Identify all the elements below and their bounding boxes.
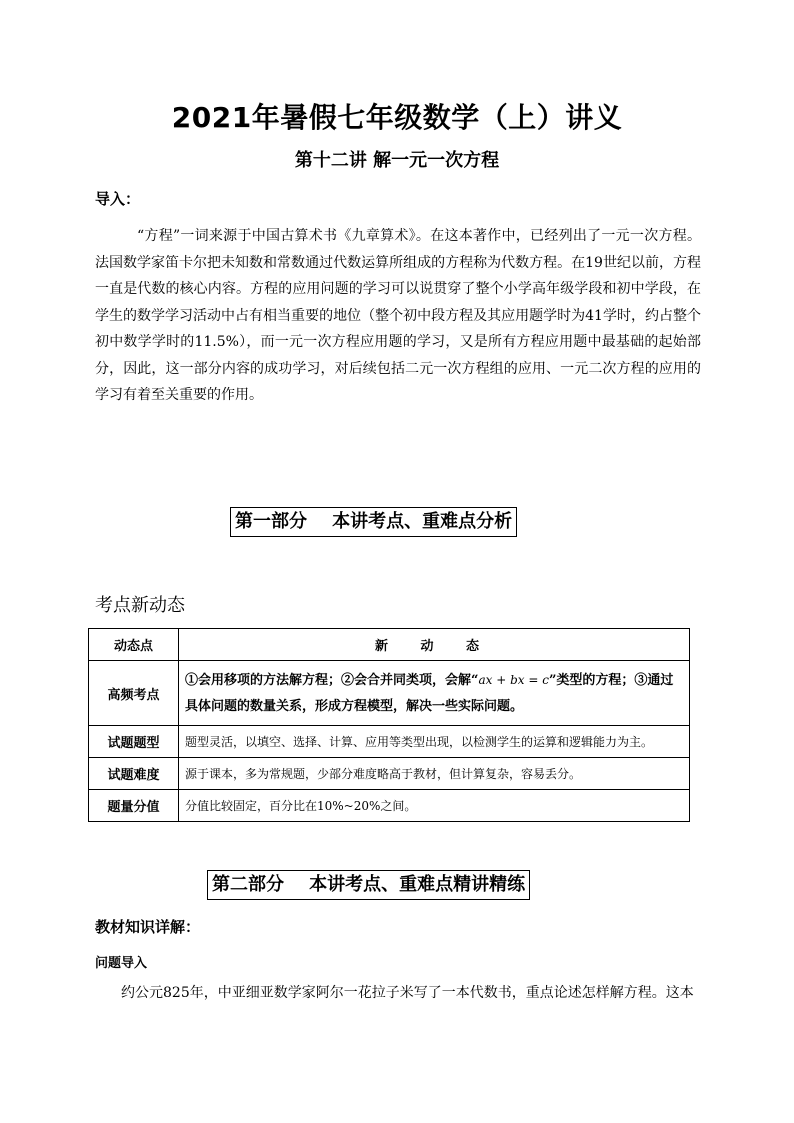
table-header-cell-2: 新 动 态	[179, 629, 690, 661]
table-header-row	[89, 629, 690, 661]
section2-title: 第二部分 本讲考点、重难点精讲精练	[207, 870, 530, 900]
textbook-paragraph-text: 约公元825年，中亚细亚数学家阿尔一花拉子米写了一本代数书，重点论述怎样解方程。这本	[121, 985, 694, 1001]
intro-label: 导入：	[95, 190, 141, 208]
row-content: 题型灵活，以填空、选择、计算、应用等类型出现，以检测学生的运算和逻辑能力为主。	[179, 726, 690, 758]
table-row	[89, 790, 690, 822]
intro-paragraph-text: “方程”一词来源于中国古算术书《九章算术》。在这本著作中，已经列出了一元一次方程。法国数学家笛卡尔把未知数和常数通过代数运算所组成的方程称为代数方程。在19世纪以前，方程一直是代数的核心内容。方程的应用问题的学习可以说贯穿了整个小学高年级学段和初中学段，在学生的数学学习活动中占有相当重要的地位（整个初中段方程及其应用题学时为41学时，约占整个初中数学学时的11.5%），而一元一次方程应用题的学习，又是所有方程应用题中最基础的起始部分，因此，这一部分内容的成功学习，对后续包括二元一次方程组的应用、一元二次方程的应用的学习有着至关重要的作用。	[95, 228, 701, 403]
textbook-heading: 教材知识详解：	[95, 918, 201, 936]
kaodian-heading: 考点新动态	[95, 595, 185, 616]
row-label: 试题难度	[89, 758, 179, 790]
table-row	[89, 661, 690, 726]
table-header-cell-1: 动态点	[89, 629, 179, 661]
table-row	[89, 758, 690, 790]
section1-title: 第一部分 本讲考点、重难点分析	[230, 507, 517, 537]
kaodian-table	[88, 628, 690, 822]
row-content: 源于课本，多为常规题，少部分难度略高于教材，但计算复杂，容易丢分。	[179, 758, 690, 790]
row-content-part-a: ①会用移项的方法解方程；②会合并同类项，会解“	[185, 672, 479, 688]
row-label: 题量分值	[89, 790, 179, 822]
lecture-subtitle: 第十二讲 解一元一次方程	[294, 150, 500, 171]
page-title: 2021年暑假七年级数学（上）讲义	[171, 101, 623, 134]
row-label: 试题题型	[89, 726, 179, 758]
row-content: 分值比较固定，百分比在10%~20%之间。	[179, 790, 690, 822]
intro-paragraph	[95, 223, 701, 409]
row-label: 高频考点	[89, 661, 179, 726]
row-content	[179, 661, 690, 726]
textbook-paragraph	[95, 982, 701, 1004]
table-row	[89, 726, 690, 758]
row-content-part-b: ”类型的方程；③通过具体问题的数量关系，形成方程模型，解决一些实际问题。	[185, 672, 674, 714]
problem-subheading: 问题导入	[95, 956, 148, 971]
formula: ax + bx = c	[478, 672, 549, 687]
